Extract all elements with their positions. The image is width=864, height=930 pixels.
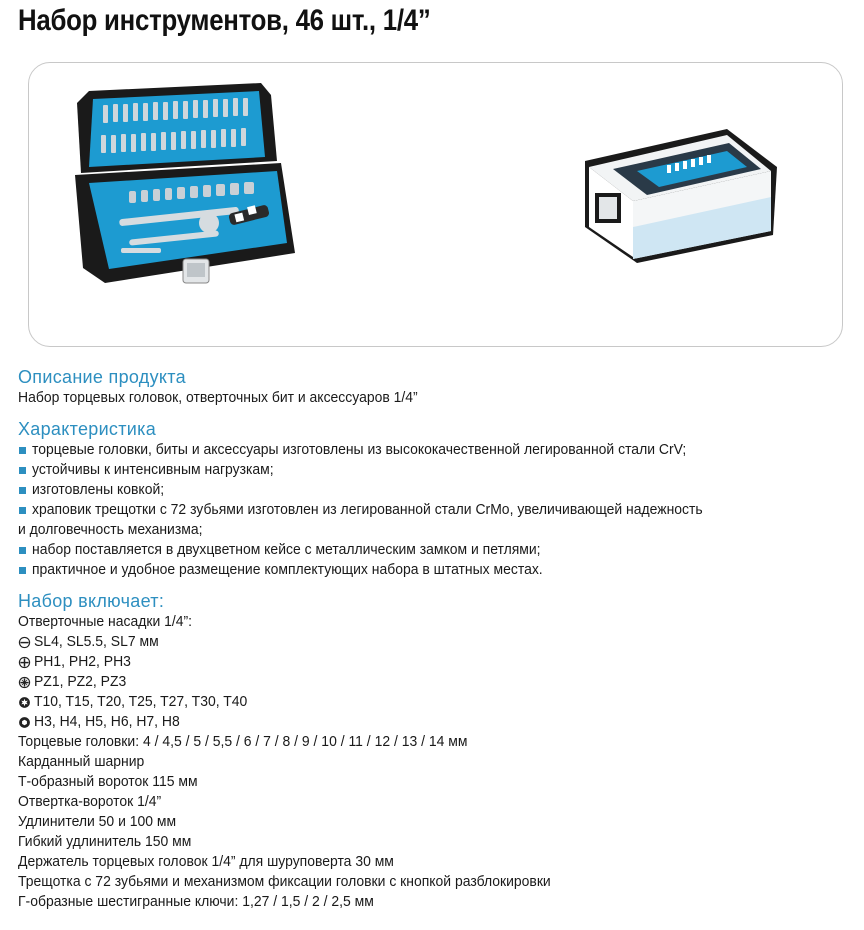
includes-item: Г-образные шестигранные ключи: 1,27 / 1,5 / 2 / 2,5 мм (18, 893, 374, 910)
feature-item: храповик трещотки с 72 зубьями изготовлен из легированной стали CrMo, увеличивающей надежность (18, 500, 848, 520)
bits-title: Отверточные насадки 1/4”: (18, 613, 193, 630)
feature-item: изготовлены ковкой; (18, 480, 848, 500)
includes-item: Держатель торцевых головок 1/4” для шуруповерта 30 мм (18, 853, 394, 870)
slotted-icon (18, 636, 31, 649)
torx-icon (18, 696, 31, 709)
hex-icon (18, 716, 31, 729)
pozidriv-icon (18, 676, 31, 689)
includes-item: Гибкий удлинитель 150 мм (18, 833, 192, 850)
open-case-image (49, 83, 349, 318)
page-title: Набор инструментов, 46 шт., 1/4” (18, 4, 431, 37)
phillips-icon (18, 656, 31, 669)
bullet-icon (19, 467, 26, 474)
feature-item: торцевые головки, биты и аксессуары изготовлены из высококачественной легированной стали CrV; (18, 440, 848, 460)
includes-item: Отвертка-вороток 1/4” (18, 793, 162, 810)
bullet-icon (19, 507, 26, 514)
feature-item-continuation: и долговечность механизма; (18, 521, 203, 538)
includes-item: Карданный шарнир (18, 753, 145, 770)
description-text: Набор торцевых головок, отверточных бит и аксессуаров 1/4” (18, 389, 418, 406)
feature-item: набор поставляется в двухцветном кейсе с металлическим замком и петлями; (18, 540, 848, 560)
product-photo-frame (28, 62, 843, 347)
feature-item: устойчивы к интенсивным нагрузкам; (18, 460, 848, 480)
bit-row-hex: H3, H4, H5, H6, H7, H8 (18, 712, 848, 732)
bullet-icon (19, 487, 26, 494)
bit-row-slotted: SL4, SL5.5, SL7 мм (18, 632, 848, 652)
bullet-icon (19, 447, 26, 454)
description-heading: Описание продукта (18, 367, 186, 387)
product-description (18, 366, 848, 912)
bit-row-phillips: PH1, PH2, PH3 (18, 652, 848, 672)
features-list (18, 440, 848, 580)
feature-item: практичное и удобное размещение комплектующих набора в штатных местах. (18, 560, 848, 580)
includes-item: Торцевые головки: 4 / 4,5 / 5 / 5,5 / 6 / 7 / 8 / 9 / 10 / 11 / 12 / 13 / 14 мм (18, 733, 468, 750)
bit-row-pozidriv: PZ1, PZ2, PZ3 (18, 672, 848, 692)
features-heading: Характеристика (18, 419, 157, 439)
includes-heading: Набор включает: (18, 591, 165, 611)
bullet-icon (19, 567, 26, 574)
closed-case-image (577, 123, 787, 273)
includes-item: Трещотка с 72 зубьями и механизмом фиксации головки с кнопкой разблокировки (18, 873, 551, 890)
bit-row-torx: T10, T15, T20, T25, T27, T30, T40 (18, 692, 848, 712)
bullet-icon (19, 547, 26, 554)
includes-item: Т-образный вороток 115 мм (18, 773, 198, 790)
includes-item: Удлинители 50 и 100 мм (18, 813, 177, 830)
